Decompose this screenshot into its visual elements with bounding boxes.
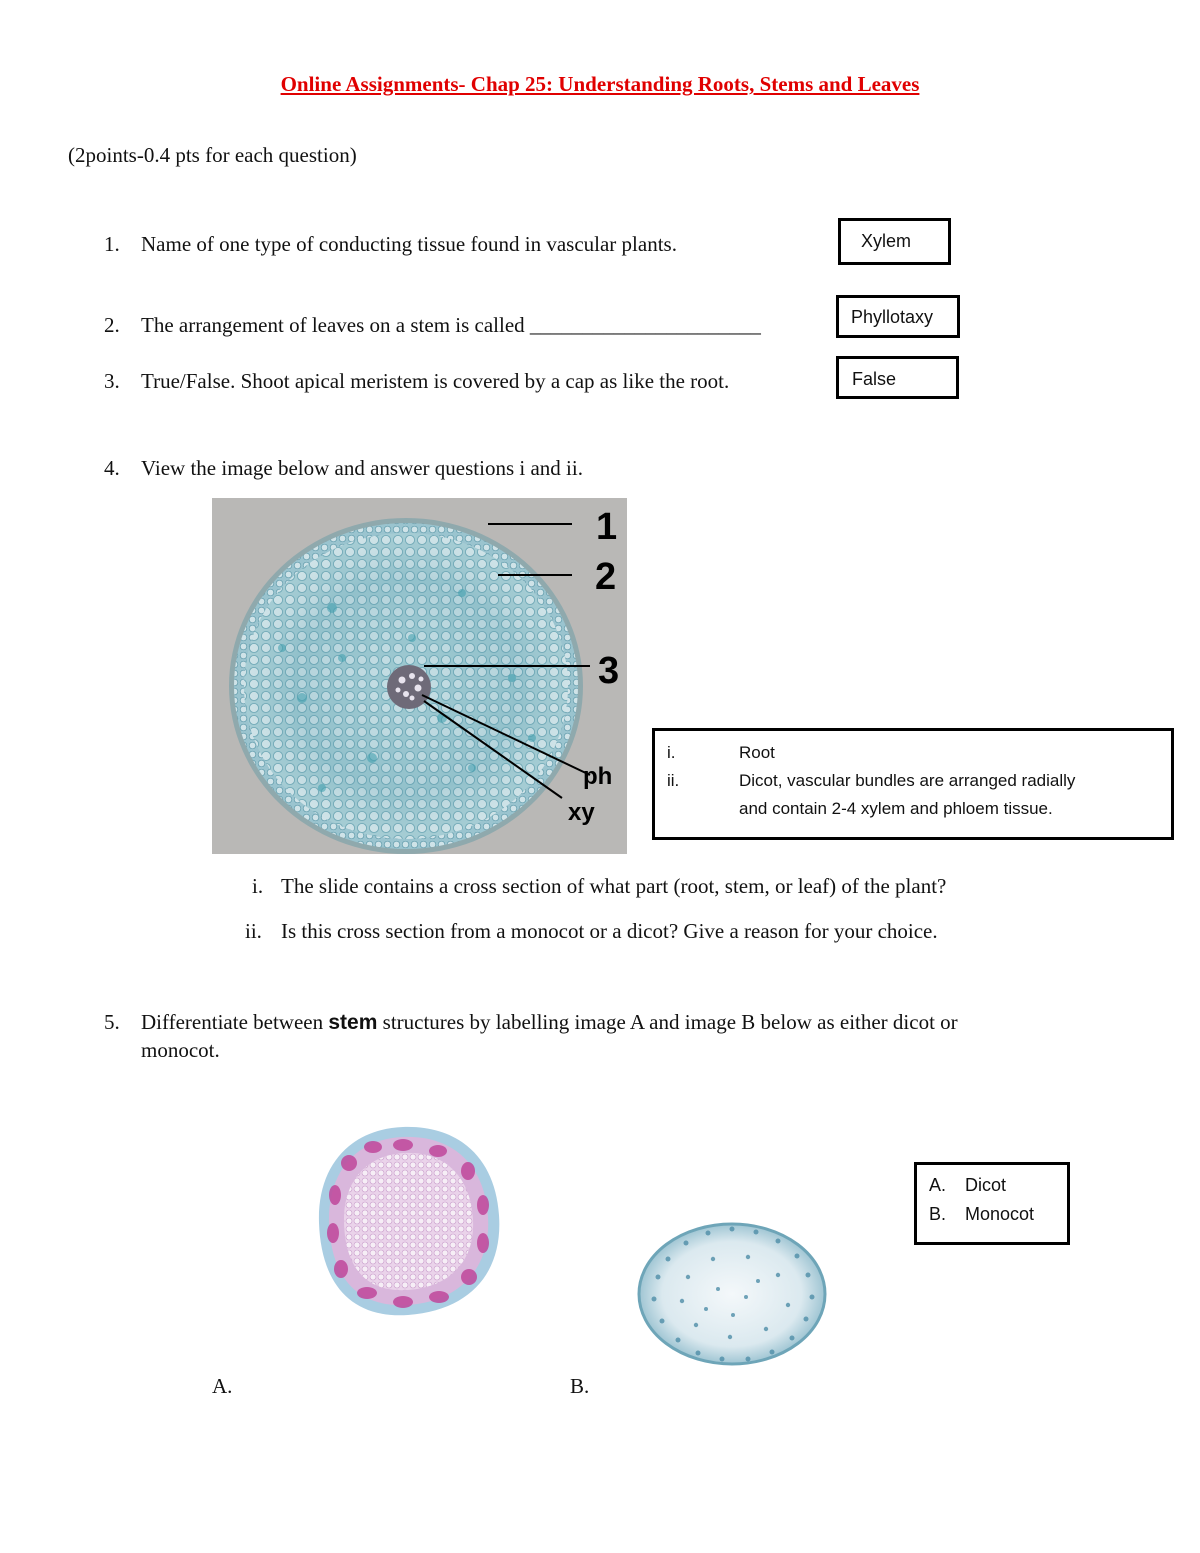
label-3: 3: [598, 650, 620, 692]
question-text-line2: monocot.: [141, 1038, 220, 1062]
image-label-a: A.: [212, 1374, 233, 1398]
stem-image-b: [598, 1197, 876, 1392]
question-number: 3.: [104, 369, 120, 393]
sub-question-text: Is this cross section from a monocot or a dicot? Give a reason for your choice.: [281, 919, 938, 943]
question-text: Differentiate between: [141, 1010, 329, 1034]
label-2: 2: [595, 556, 617, 598]
label-1: 1: [596, 506, 618, 548]
answer-text: Phyllotaxy: [851, 307, 934, 327]
question-text-bold: stem: [328, 1011, 378, 1034]
answer-box-2: [836, 295, 960, 338]
answer-box-5: [914, 1162, 1070, 1245]
sub-question-number: i.: [252, 874, 264, 898]
question-text: View the image below and answer questions i and ii.: [141, 456, 583, 480]
answer-ii-num: ii.: [667, 771, 680, 790]
label-xy: xy: [568, 799, 595, 826]
question-number: 1.: [104, 232, 120, 256]
answer-box-1: [838, 218, 951, 265]
sub-question-text: The slide contains a cross section of what part (root, stem, or leaf) of the plant?: [281, 874, 947, 898]
question-number: 4.: [104, 456, 120, 480]
answer-i-text: Root: [739, 743, 775, 762]
page-title: Online Assignments- Chap 25: Understanding Roots, Stems and Leaves: [280, 72, 920, 96]
dicot-stem-svg: [233, 1065, 571, 1392]
answer-b-text: Monocot: [965, 1204, 1035, 1224]
answer-box-4: [652, 728, 1174, 840]
answer-a-text: Dicot: [965, 1175, 1007, 1195]
answer-ii-text: Dicot, vascular bundles are arranged radially: [739, 771, 1076, 790]
label-ph: ph: [583, 763, 613, 790]
question-number: 5.: [104, 1010, 120, 1034]
question-text-rest: structures by labelling image A and image B below as either dicot or: [377, 1010, 958, 1034]
answer-text: False: [852, 369, 897, 389]
answer-a-num: A.: [929, 1175, 947, 1195]
points-note: (2points-0.4 pts for each question): [68, 143, 357, 167]
question-number: 2.: [104, 313, 120, 337]
answer-box-3: [836, 356, 959, 399]
monocot-stem-svg: [598, 1197, 876, 1392]
answer-i-num: i.: [667, 743, 676, 762]
answer-text: Xylem: [861, 231, 912, 251]
question-text: True/False. Shoot apical meristem is covered by a cap as like the root.: [141, 369, 730, 393]
micrograph-svg: [212, 498, 627, 854]
sub-question-number: ii.: [245, 919, 262, 943]
question-text: The arrangement of leaves on a stem is called ______________________: [141, 313, 761, 337]
answer-ii-text-line2: and contain 2-4 xylem and phloem tissue.: [739, 799, 1053, 818]
root-cross-section-image: [212, 498, 627, 854]
stem-image-a: [233, 1065, 571, 1392]
question-text: Name of one type of conducting tissue found in vascular plants.: [141, 232, 677, 256]
answer-b-num: B.: [929, 1204, 947, 1224]
image-label-b: B.: [570, 1374, 590, 1398]
